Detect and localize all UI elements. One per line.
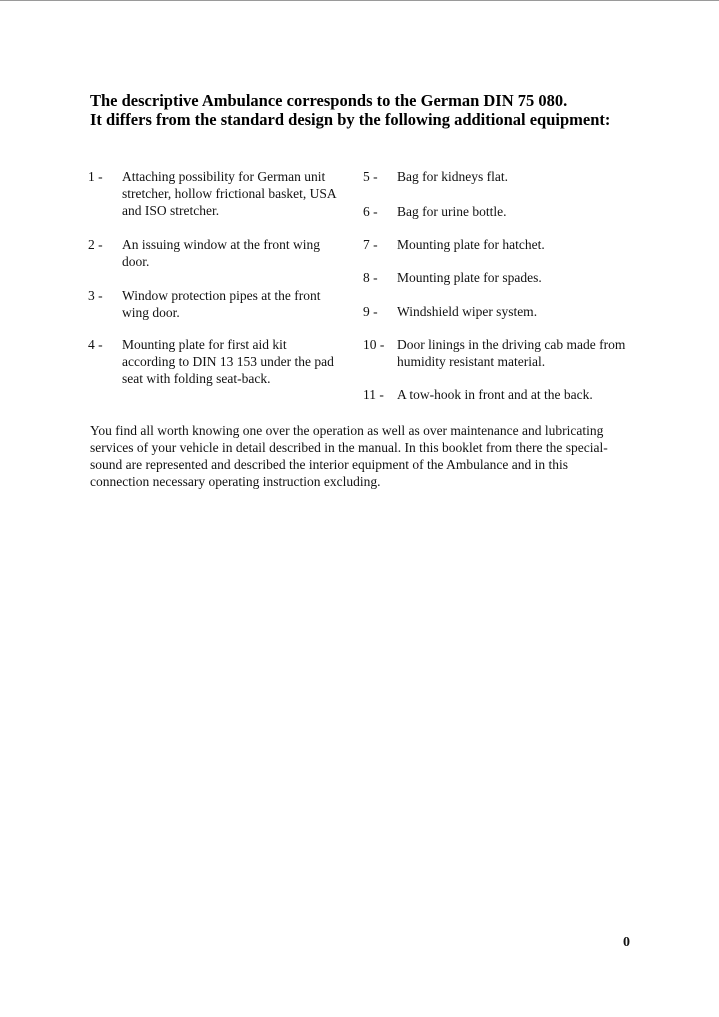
item-number: 5 - [363, 169, 378, 184]
item-text: Mounting plate for hatchet. [397, 237, 545, 252]
item-number: 6 - [363, 204, 378, 219]
top-border-line [0, 0, 719, 1]
item-text: Bag for urine bottle. [397, 204, 507, 219]
item-text: Mounting plate for first aid kit according to DIN 13 153 under the pad seat with folding seat-back. [122, 337, 334, 386]
page-number: 0 [623, 935, 630, 950]
item-number: 10 - [363, 337, 385, 352]
item-text: Mounting plate for spades. [397, 270, 542, 285]
item-text: Door linings in the driving cab made from humidity resistant material. [397, 337, 626, 369]
item-text: Window protection pipes at the front wing door. [122, 288, 321, 320]
item-number: 9 - [363, 304, 378, 319]
item-number: 11 - [363, 387, 384, 402]
item-text: Windshield wiper system. [397, 304, 538, 319]
heading-line-1: The descriptive Ambulance corresponds to the German DIN 75 080. [90, 91, 568, 110]
item-number: 8 - [363, 270, 378, 285]
item-number: 7 - [363, 237, 378, 252]
item-text: A tow-hook in front and at the back. [397, 387, 593, 402]
document-heading [90, 91, 690, 129]
item-number: 2 - [88, 237, 103, 252]
body-paragraph: You find all worth knowing one over the operation as well as over maintenance and lubricating services of your vehicle in detail described in the manual. In this booklet from there the special-sound are represented and described the interior equipment of the Ambulance and in this connection necessary operating instruction excluding. [90, 423, 608, 489]
item-text: Bag for kidneys flat. [397, 169, 508, 184]
item-number: 3 - [88, 288, 103, 303]
item-number: 1 - [88, 169, 103, 184]
item-text: An issuing window at the front wing door. [122, 237, 320, 269]
heading-line-2: It differs from the standard design by the following additional equipment: [90, 110, 611, 129]
item-text: Attaching possibility for German unit stretcher, hollow frictional basket, USA and ISO stretcher. [122, 169, 336, 218]
item-number: 4 - [88, 337, 103, 352]
